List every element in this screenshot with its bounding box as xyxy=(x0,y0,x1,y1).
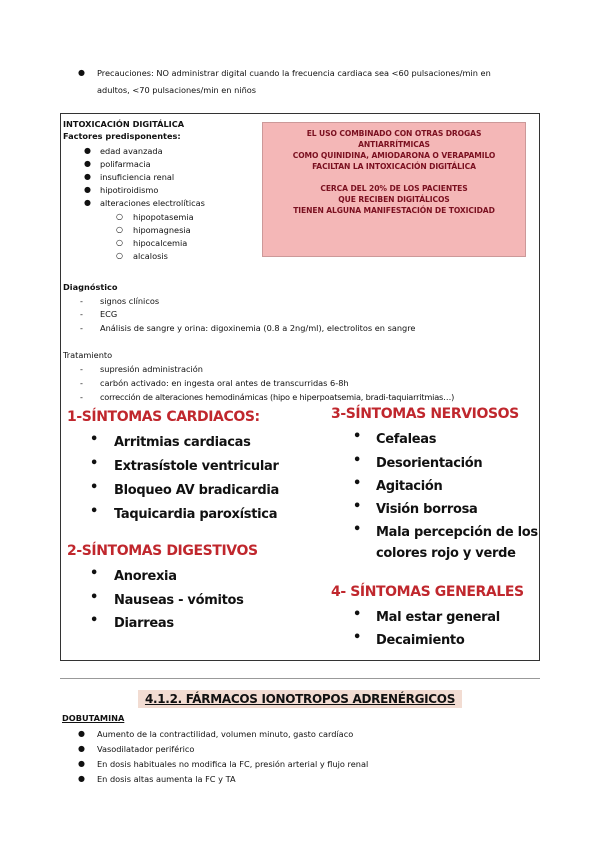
symptom-item: Mal estar general xyxy=(376,610,500,625)
bullet-icon: • xyxy=(90,432,99,447)
treatment-item: corrección de alteraciones hemodinámicas (hipo e hiperpoatsemia, bradi-taquiarritmias…) xyxy=(100,392,455,402)
drug-item: En dosis habituales no modifica la FC, presión arterial y flujo renal xyxy=(97,759,369,769)
factor-item: polifarmacia xyxy=(100,159,151,169)
digestive-symptoms-title: 2-SÍNTOMAS DIGESTIVOS xyxy=(67,543,258,559)
factor-item: hipotiroidismo xyxy=(100,185,159,195)
bullet-icon: • xyxy=(353,499,362,514)
bullet-icon: • xyxy=(90,590,99,605)
bullet-icon: ● xyxy=(78,744,85,753)
bullet-icon: • xyxy=(353,453,362,468)
symptom-item: Extrasístole ventricular xyxy=(114,459,279,474)
diagnosis-item: Análisis de sangre y orina: digoxinemia (0.8 a 2ng/ml), electrolitos en sangre xyxy=(100,323,416,333)
symptom-item: Taquicardia paroxística xyxy=(114,507,278,522)
factor-item: alteraciones electrolíticas xyxy=(100,198,205,208)
bullet-icon: • xyxy=(353,630,362,645)
drug-subtitle: DOBUTAMINA xyxy=(62,713,125,723)
bullet-icon: ● xyxy=(84,185,91,194)
symptom-item-continued: colores rojo y verde xyxy=(376,546,516,561)
drug-item: Vasodilatador periférico xyxy=(97,744,195,754)
electrolyte-item: alcalosis xyxy=(133,251,168,261)
warning-note xyxy=(262,122,526,257)
bullet-icon: ● xyxy=(84,172,91,181)
treatment-item: carbón activado: en ingesta oral antes de transcurridas 6-8h xyxy=(100,378,349,388)
note-line: COMO QUINIDINA, AMIODARONA O VERAPAMILO xyxy=(292,151,496,160)
note-line: FACILTAN LA INTOXICACIÓN DIGITÁLICA xyxy=(312,162,476,171)
dash-icon: - xyxy=(80,364,83,374)
note-line: EL USO COMBINADO CON OTRAS DROGAS xyxy=(306,129,482,138)
drug-item: Aumento de la contractilidad, volumen minuto, gasto cardíaco xyxy=(97,729,354,739)
bullet-icon: • xyxy=(353,476,362,491)
circle-bullet-icon: ○ xyxy=(116,251,123,260)
bullet-icon: ● xyxy=(78,729,85,738)
bullet-icon: • xyxy=(90,504,99,519)
symptom-item: Desorientación xyxy=(376,456,483,471)
symptom-item: Arritmias cardiacas xyxy=(114,435,251,450)
note-line: CERCA DEL 20% DE LOS PACIENTES xyxy=(320,184,468,193)
circle-bullet-icon: ○ xyxy=(116,212,123,221)
symptom-item: Anorexia xyxy=(114,569,177,584)
diagnosis-item: signos clínicos xyxy=(100,296,160,306)
electrolyte-item: hipocalcemia xyxy=(133,238,188,248)
symptom-item: Visión borrosa xyxy=(376,502,478,517)
treatment-item: supresión administración xyxy=(100,364,203,374)
symptom-item: Mala percepción de los xyxy=(376,525,538,540)
bullet-icon: ● xyxy=(78,759,85,768)
note-line: TIENEN ALGUNA MANIFESTACIÓN DE TOXICIDAD xyxy=(293,206,495,215)
symptom-item: Cefaleas xyxy=(376,432,437,447)
bullet-icon: • xyxy=(90,613,99,628)
treatment-title: Tratamiento xyxy=(63,350,113,360)
note-line: QUE RECIBEN DIGITÁLICOS xyxy=(338,195,450,204)
bullet-icon: ● xyxy=(78,68,85,77)
dash-icon: - xyxy=(80,309,83,319)
drug-item: En dosis altas aumenta la FC y TA xyxy=(97,774,236,784)
section-title: 4.1.2. FÁRMACOS IONOTROPOS ADRENÉRGICOS xyxy=(138,690,462,708)
bullet-icon: ● xyxy=(84,159,91,168)
symptom-item: Bloqueo AV bradicardia xyxy=(114,483,279,498)
symptom-item: Diarreas xyxy=(114,616,174,631)
bullet-icon: • xyxy=(353,607,362,622)
bullet-icon: ● xyxy=(78,774,85,783)
circle-bullet-icon: ○ xyxy=(116,238,123,247)
bullet-icon: ● xyxy=(84,146,91,155)
factor-item: edad avanzada xyxy=(100,146,163,156)
note-line: ANTIARRÍTMICAS xyxy=(358,140,430,149)
dash-icon: - xyxy=(80,323,83,333)
intox-title: INTOXICACIÓN DIGITÁLICA xyxy=(63,119,185,129)
bullet-icon: • xyxy=(90,566,99,581)
bullet-icon: • xyxy=(353,522,362,537)
precautions-line-2: adultos, <70 pulsaciones/min en niños xyxy=(97,85,257,95)
factor-item: insuficiencia renal xyxy=(100,172,175,182)
dash-icon: - xyxy=(80,296,83,306)
precautions-line-1: Precauciones: NO administrar digital cuando la frecuencia cardiaca sea <60 pulsaciones/min en xyxy=(97,68,491,78)
symptom-item: Decaimiento xyxy=(376,633,465,648)
bullet-icon: • xyxy=(90,456,99,471)
cardiac-symptoms-title: 1-SÍNTOMAS CARDIACOS: xyxy=(67,409,260,425)
electrolyte-item: hipomagnesia xyxy=(133,225,191,235)
electrolyte-item: hipopotasemia xyxy=(133,212,194,222)
circle-bullet-icon: ○ xyxy=(116,225,123,234)
bullet-icon: ● xyxy=(84,198,91,207)
symptom-item: Nauseas - vómitos xyxy=(114,593,244,608)
dash-icon: - xyxy=(80,392,83,402)
diagnosis-item: ECG xyxy=(100,309,118,319)
dash-icon: - xyxy=(80,378,83,388)
section-divider xyxy=(60,678,540,679)
bullet-icon: • xyxy=(90,480,99,495)
nervous-symptoms-title: 3-SÍNTOMAS NERVIOSOS xyxy=(331,406,519,422)
bullet-icon: • xyxy=(353,429,362,444)
general-symptoms-title: 4- SÍNTOMAS GENERALES xyxy=(331,584,524,600)
diagnosis-title: Diagnóstico xyxy=(63,282,118,292)
factors-title: Factores predisponentes: xyxy=(63,131,181,141)
symptom-item: Agitación xyxy=(376,479,443,494)
